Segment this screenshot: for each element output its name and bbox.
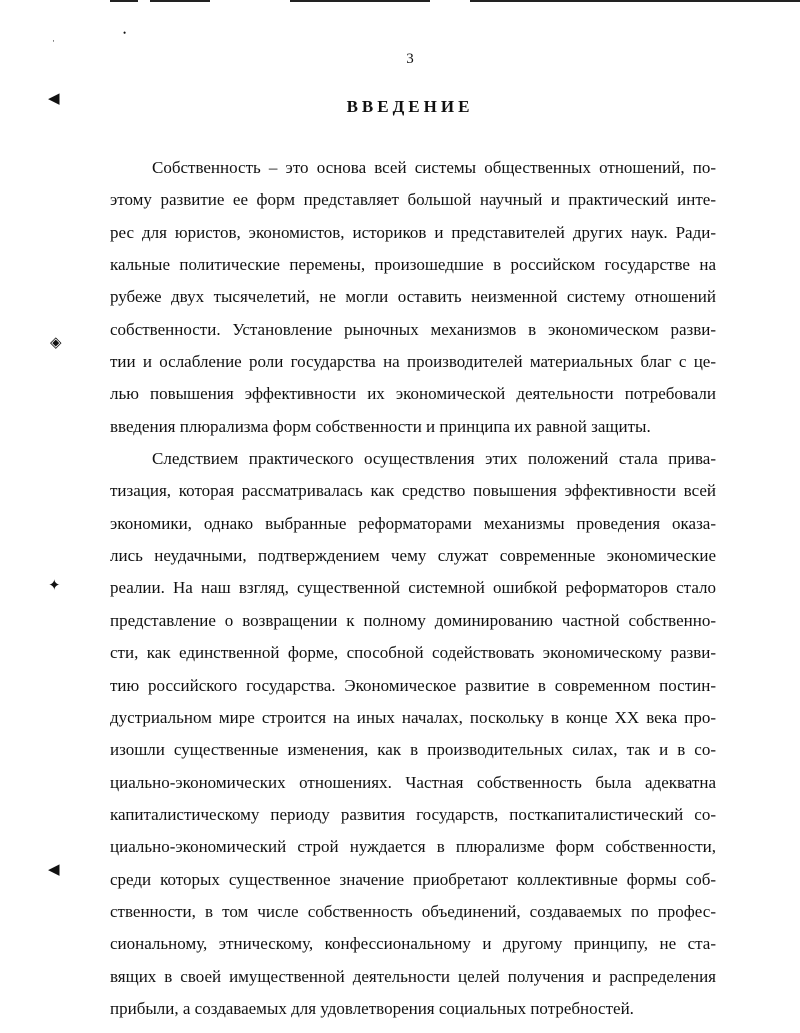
page-title: ВВЕДЕНИЕ bbox=[346, 97, 474, 116]
text-line: кальные политические перемены, произошедшие в российском государстве на bbox=[110, 255, 716, 275]
punch-hole-icon: ◈ bbox=[50, 333, 62, 351]
punch-hole-icon: ✦ bbox=[48, 576, 61, 594]
punch-hole-icon: ◀ bbox=[48, 89, 60, 107]
text-line: этому развитие ее форм представляет большой научный и практический инте- bbox=[110, 190, 716, 210]
punch-hole-icon: ◀ bbox=[48, 860, 60, 878]
text-line: реалии. На наш взгляд, существенной системной ошибкой реформаторов стало bbox=[110, 578, 716, 598]
body-text bbox=[110, 152, 716, 1025]
paragraph bbox=[110, 443, 716, 1025]
text-line: циально-экономический строй нуждается в плюрализме форм собственности, bbox=[110, 837, 716, 857]
text-line: тизация, которая рассматривалась как средство повышения эффективности всей bbox=[110, 481, 716, 501]
text-line: введения плюрализма форм собственности и принципа их равной защиты. bbox=[110, 416, 651, 436]
text-line: ственности, в том числе собственность объединений, создаваемых по профес- bbox=[110, 901, 716, 921]
scan-edge-line bbox=[470, 0, 800, 2]
text-line: изошли существенные изменения, как в производительных силах, так и в со- bbox=[110, 740, 716, 760]
text-line: экономики, однако выбранные реформаторами механизмы проведения оказа- bbox=[110, 513, 716, 533]
text-line: лись неудачными, подтверждением чему служат современные экономические bbox=[110, 546, 716, 566]
paragraph bbox=[110, 152, 716, 443]
scan-speck: · bbox=[52, 36, 55, 46]
text-line: собственности. Установление рыночных механизмов в экономическом разви- bbox=[110, 319, 716, 339]
text-line: среди которых существенное значение приобретают коллективные формы соб- bbox=[110, 869, 716, 889]
text-line: Собственность – это основа всей системы общественных отношений, по- bbox=[152, 158, 716, 177]
text-line: прибыли, а создаваемых для удовлетворения социальных потребностей. bbox=[110, 998, 634, 1018]
text-line: рубеже двух тысячелетий, не могли оставить неизменной систему отношений bbox=[110, 287, 716, 307]
text-line: капиталистическому периоду развития государств, посткапиталистический со- bbox=[110, 804, 716, 824]
page-number: 3 bbox=[406, 51, 414, 67]
text-line: тию российского государства. Экономическое развитие в современном постин- bbox=[110, 675, 716, 695]
scan-edge-line bbox=[110, 0, 138, 2]
text-line: сиональному, этническому, конфессиональному и другому принципу, не ста- bbox=[110, 934, 716, 954]
text-line: лью повышения эффективности их экономической деятельности потребовали bbox=[110, 384, 716, 404]
scan-speck: • bbox=[123, 28, 127, 38]
text-line: дустриальном мире строится на иных началах, поскольку в конце XX века про- bbox=[110, 707, 716, 727]
text-line: вящих в своей имущественной деятельности целей получения и распределения bbox=[110, 966, 716, 986]
scan-edge-line bbox=[290, 0, 430, 2]
text-line: представление о возвращении к полному доминированию частной собственно- bbox=[110, 610, 716, 630]
text-line: рес для юристов, экономистов, историков и представителей других наук. Ради- bbox=[110, 222, 716, 242]
text-line: сти, как единственной форме, способной содействовать экономическому разви- bbox=[110, 643, 716, 663]
text-line: циально-экономических отношениях. Частная собственность была адекватна bbox=[110, 772, 716, 792]
text-line: тии и ослабление роли государства на производителей материальных благ с це- bbox=[110, 352, 716, 372]
scan-edge-line bbox=[150, 0, 210, 2]
text-line: Следствием практического осуществления этих положений стала прива- bbox=[152, 449, 716, 469]
